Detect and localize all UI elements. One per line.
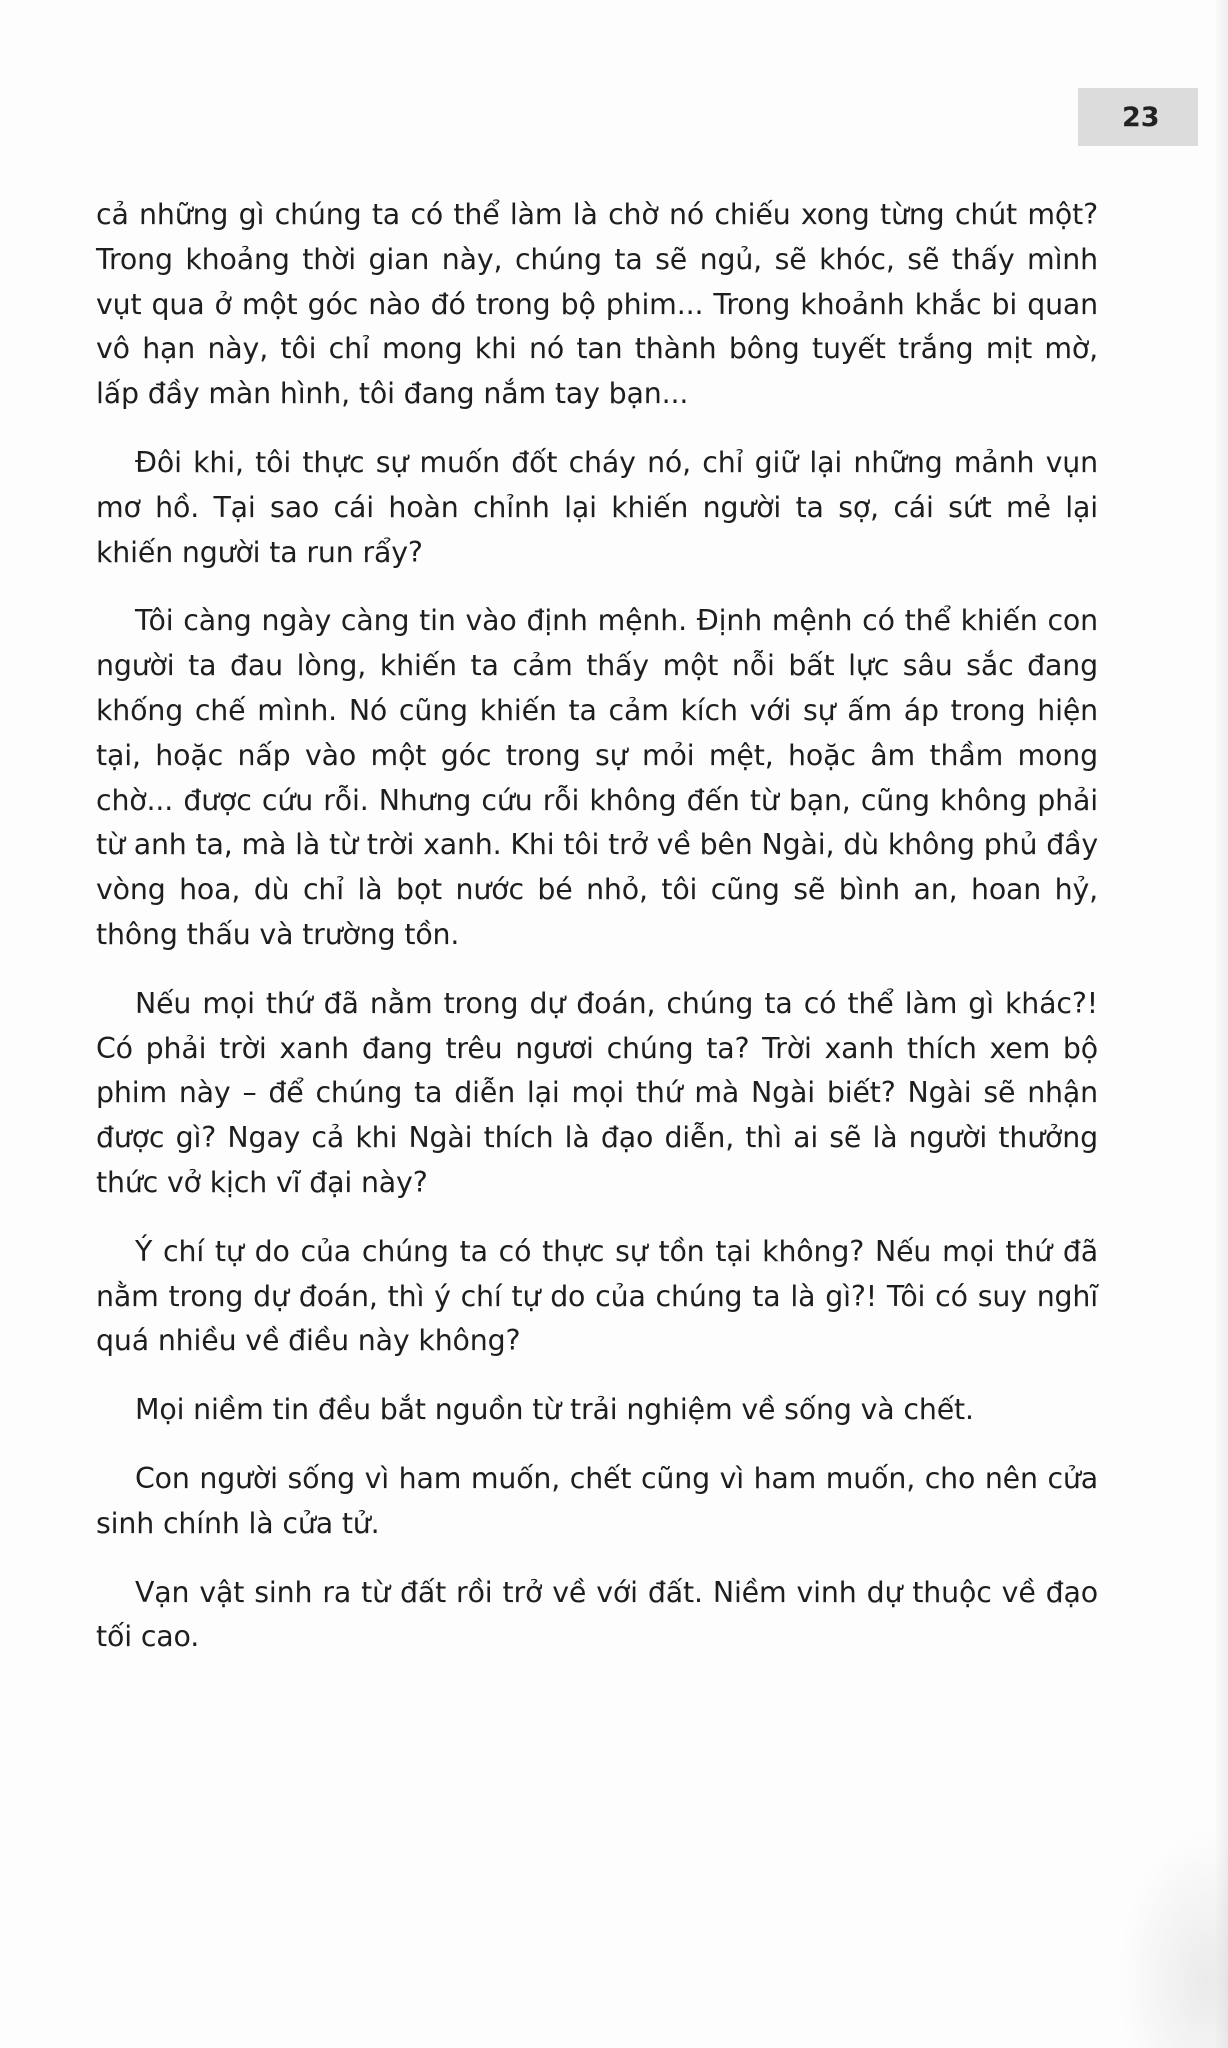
- page-number: 23: [1122, 101, 1160, 133]
- paragraph: Nếu mọi thứ đã nằm trong dự đoán, chúng ta có thể làm gì khác?! Có phải trời xanh đang trêu ngươi chúng ta? Trời xanh thích xem bộ phim này – để chúng ta diễn lại mọi thứ mà Ngài biết? Ngài sẽ nhận được gì? Ngay cả khi Ngài thích là đạo diễn, thì ai sẽ là người thưởng thức vở kịch vĩ đại này?: [96, 986, 1098, 1199]
- paper-smudge: [1118, 1828, 1228, 2048]
- paragraph: Ý chí tự do của chúng ta có thực sự tồn tại không? Nếu mọi thứ đã nằm trong dự đoán, thì ý chí tự do của chúng ta là gì?! Tôi có suy nghĩ quá nhiều về điều này không?: [96, 1234, 1098, 1358]
- paragraph: Đôi khi, tôi thực sự muốn đốt cháy nó, chỉ giữ lại những mảnh vụn mơ hồ. Tại sao cái hoàn chỉnh lại khiến người ta sợ, cái sứt mẻ lại khiến người ta run rẩy?: [96, 445, 1098, 569]
- page-edge-shadow: [1214, 0, 1228, 2048]
- paragraph: Mọi niềm tin đều bắt nguồn từ trải nghiệm về sống và chết.: [135, 1393, 974, 1427]
- paragraph: Con người sống vì ham muốn, chết cũng vì ham muốn, cho nên cửa sinh chính là cửa tử.: [96, 1461, 1098, 1540]
- paragraph: Tôi càng ngày càng tin vào định mệnh. Định mệnh có thể khiến con người ta đau lòng, khiến ta cảm thấy một nỗi bất lực sâu sắc đang khống chế mình. Nó cũng khiến ta cảm kích với sự ấm áp trong hiện tại, hoặc nấp vào một góc trong sự mỏi mệt, hoặc âm thầm mong chờ... được cứu rỗi. Nhưng cứu rỗi không đến từ bạn, cũng không phải từ anh ta, mà là từ trời xanh. Khi tôi trở về bên Ngài, dù không phủ đầy vòng hoa, dù chỉ là bọt nước bé nhỏ, tôi cũng sẽ bình an, hoan hỷ, thông thấu và trường tồn.: [96, 604, 1098, 951]
- body-text: [96, 193, 1098, 1684]
- page-number-box: [1078, 88, 1198, 146]
- paragraph: cả những gì chúng ta có thể làm là chờ nó chiếu xong từng chút một? Trong khoảng thời gian này, chúng ta sẽ ngủ, sẽ khóc, sẽ thấy mình vụt qua ở một góc nào đó trong bộ phim... Trong khoảnh khắc bi quan vô hạn này, tôi chỉ mong khi nó tan thành bông tuyết trắng mịt mờ, lấp đầy màn hình, tôi đang nắm tay bạn...: [96, 198, 1098, 411]
- paragraph: Vạn vật sinh ra từ đất rồi trở về với đất. Niềm vinh dự thuộc về đạo tối cao.: [96, 1575, 1098, 1654]
